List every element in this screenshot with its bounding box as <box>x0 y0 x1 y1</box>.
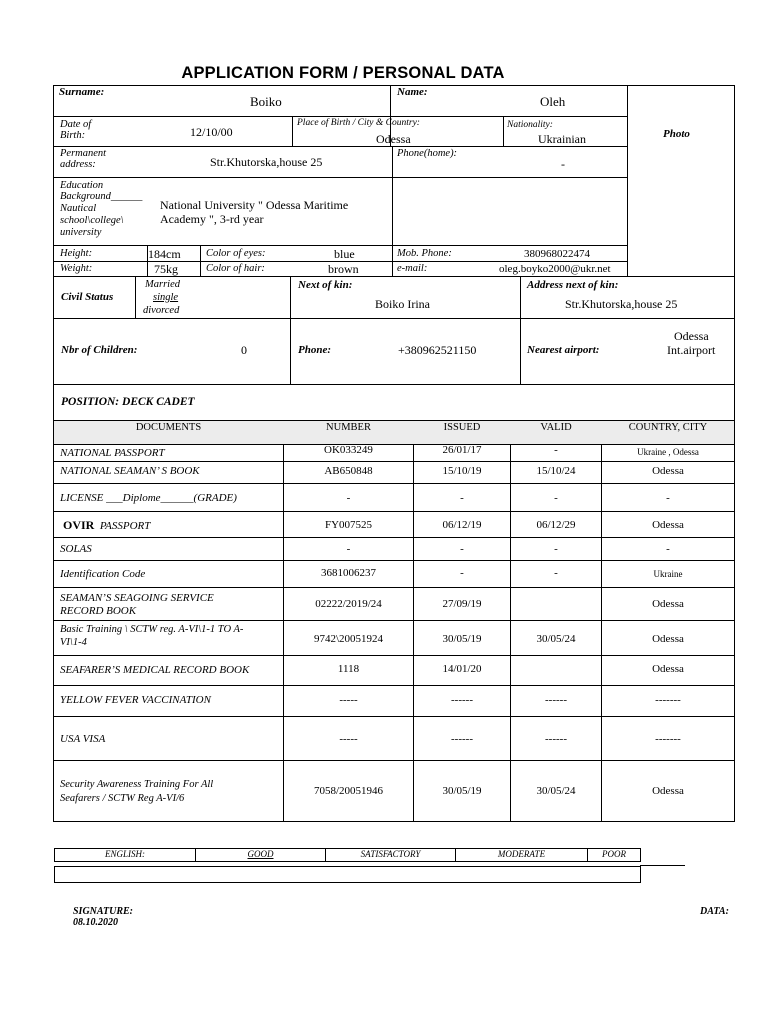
doc-issued: ------ <box>451 733 473 745</box>
signature-label: SIGNATURE: <box>73 906 134 917</box>
dob-value: 12/10/00 <box>190 125 233 139</box>
education-label-3: Nautical <box>60 203 97 214</box>
language-satisfactory: SATISFACTORY <box>360 849 421 859</box>
address-label-2: address: <box>60 159 96 170</box>
airport-value: Odessa <box>674 329 709 343</box>
airport-label: Nearest airport: <box>527 344 600 356</box>
next-of-kin-label: Next of kin: <box>298 279 353 291</box>
language-moderate: MODERATE <box>497 849 546 859</box>
email-value: oleg.boyko2000@ukr.net <box>499 263 611 275</box>
language-english: ENGLISH: <box>105 849 145 859</box>
doc-valid: ------ <box>545 694 567 706</box>
mob-value: 380968022474 <box>524 248 590 260</box>
doc-issued: 30/05/19 <box>442 633 482 645</box>
airport-value-2: Int.airport <box>667 343 716 357</box>
dob-label: Date of <box>60 119 92 130</box>
doc-name-line2: Seafarers / SCTW Reg A-VI/6 <box>60 793 185 804</box>
height-value: 184cm <box>148 247 181 261</box>
position-label: POSITION: DECK CADET <box>61 396 195 408</box>
education-label: Education <box>60 180 104 191</box>
address-label: Permanent <box>60 148 107 159</box>
doc-valid: - <box>554 543 558 555</box>
phone-home-label: Phone(home): <box>397 148 458 159</box>
language-good: GOOD <box>247 849 274 859</box>
doc-name: Identification Code <box>60 568 146 580</box>
doc-name: NATIONAL PASSPORT <box>60 447 165 459</box>
name-value: Oleh <box>540 94 566 109</box>
kin-address-label: Address next of kin: <box>527 279 619 291</box>
doc-valid: - <box>554 492 558 504</box>
phone-value: +380962521150 <box>398 343 477 357</box>
doc-country: Odessa <box>652 465 684 477</box>
doc-country: Odessa <box>652 633 684 645</box>
doc-name: LICENSE ___Diplome______(GRADE) <box>60 492 237 504</box>
doc-valid: 15/10/24 <box>536 465 576 477</box>
doc-name: Basic Training \ SCTW reg. A-VI\1-1 TO A- <box>60 624 244 635</box>
kin-address-value: Str.Khutorska,house 25 <box>565 297 678 311</box>
doc-number: 3681006237 <box>321 567 376 579</box>
doc-number: OK033249 <box>324 444 373 456</box>
eyes-value: blue <box>334 247 355 261</box>
name-label: Name: <box>397 86 428 98</box>
eyes-label: Color of eyes: <box>206 248 266 259</box>
doc-country: Odessa <box>652 785 684 797</box>
children-value: 0 <box>241 343 247 357</box>
doc-name: SEAMAN’S SEAGOING SERVICE <box>60 592 214 604</box>
doc-country: - <box>666 492 670 504</box>
doc-number: 7058/20051946 <box>313 785 384 797</box>
mob-label: Mob. Phone: <box>397 248 452 259</box>
surname-label: Surname: <box>59 86 105 98</box>
doc-issued: 14/01/20 <box>442 663 482 675</box>
civil-status-label: Civil Status <box>61 291 114 303</box>
nationality-value: Ukrainian <box>538 132 586 146</box>
doc-country: - <box>666 543 670 555</box>
weight-label: Weight: <box>60 263 93 274</box>
weight-value: 75kg <box>154 262 178 276</box>
height-label: Height: <box>60 248 93 259</box>
nationality-label: Nationality: <box>507 120 553 130</box>
doc-issued: - <box>460 492 464 504</box>
doc-valid: ------ <box>545 733 567 745</box>
phone-home-value: - <box>561 157 565 171</box>
doc-name <box>63 519 150 533</box>
header-documents: DOCUMENTS <box>135 422 202 433</box>
doc-valid: 30/05/24 <box>536 633 576 645</box>
page-title: APPLICATION FORM / PERSONAL DATA <box>181 64 505 82</box>
signature-date: 08.10.2020 <box>73 917 118 928</box>
doc-number: - <box>346 543 351 555</box>
doc-name-bold: OVIR <box>63 518 95 532</box>
pob-label: Place of Birth / City & Country: <box>297 118 420 128</box>
education-label-2: Background______ <box>60 191 143 202</box>
doc-issued: ------ <box>451 694 473 706</box>
doc-number: 02222/2019/24 <box>315 598 382 610</box>
doc-name: SEAFARER’S MEDICAL RECORD BOOK <box>60 664 250 676</box>
hair-value: brown <box>328 262 359 276</box>
doc-issued: - <box>460 543 464 555</box>
pob-value: Odessa <box>376 132 411 146</box>
education-label-5: university <box>60 227 102 238</box>
education-value-2: Academy ", 3-rd year <box>160 212 264 226</box>
photo-label: Photo <box>663 128 690 140</box>
doc-country: Odessa <box>652 519 684 531</box>
hair-label: Color of hair: <box>206 263 265 274</box>
doc-number: - <box>346 492 351 504</box>
header-valid: VALID <box>540 422 572 433</box>
doc-name: Security Awareness Training For All <box>60 779 214 790</box>
doc-number: 1118 <box>337 663 360 675</box>
doc-valid: - <box>554 444 558 456</box>
doc-valid: 30/05/24 <box>536 785 576 797</box>
doc-number: ----- <box>339 694 358 706</box>
doc-name-line2: VI\1-4 <box>60 637 87 648</box>
address-value: Str.Khutorska,house 25 <box>210 155 323 169</box>
doc-issued: 06/12/19 <box>442 519 482 531</box>
doc-issued: - <box>460 567 464 579</box>
children-label: Nbr of Children: <box>61 344 138 356</box>
data-label: DATA: <box>700 906 729 917</box>
doc-country: Odessa <box>652 663 684 675</box>
header-issued: ISSUED <box>443 422 481 433</box>
doc-country: ------- <box>655 733 681 745</box>
language-poor: POOR <box>602 849 626 859</box>
civil-option-married: Married <box>145 279 180 290</box>
civil-option-divorced: divorced <box>143 305 180 316</box>
doc-number: FY007525 <box>324 519 373 531</box>
doc-country: Odessa <box>652 598 684 610</box>
doc-valid: - <box>554 567 558 579</box>
doc-name: USA VISA <box>60 733 106 745</box>
doc-name-line2: RECORD BOOK <box>60 605 137 617</box>
dob-label-2: Birth: <box>60 130 86 141</box>
doc-number: ----- <box>339 733 358 745</box>
doc-country: Ukraine <box>653 569 683 579</box>
doc-country: Ukraine , Odessa <box>637 447 699 457</box>
doc-issued: 27/09/19 <box>442 598 482 610</box>
next-of-kin-value: Boiko Irina <box>375 297 430 311</box>
doc-issued: 26/01/17 <box>442 444 482 456</box>
header-country: COUNTRY, CITY <box>628 422 708 433</box>
doc-country: ------- <box>655 694 681 706</box>
doc-issued: 30/05/19 <box>442 785 482 797</box>
education-value: National University " Odessa Maritime <box>160 198 349 212</box>
doc-number: 9742\20051924 <box>313 633 384 645</box>
doc-number: AB650848 <box>324 465 373 477</box>
surname-value: Boiko <box>250 94 282 109</box>
doc-valid: 06/12/29 <box>536 519 576 531</box>
education-label-4: school\college\ <box>60 215 124 226</box>
doc-name: SOLAS <box>60 543 92 555</box>
email-label: e-mail: <box>397 263 428 274</box>
civil-option-single: single <box>153 292 179 303</box>
doc-name: YELLOW FEVER VACCINATION <box>60 694 211 706</box>
doc-name-rest: PASSPORT <box>99 520 151 532</box>
header-number: NUMBER <box>326 422 371 433</box>
doc-name: NATIONAL SEAMAN’ S BOOK <box>60 465 200 477</box>
phone-label: Phone: <box>298 344 331 356</box>
doc-issued: 15/10/19 <box>442 465 482 477</box>
